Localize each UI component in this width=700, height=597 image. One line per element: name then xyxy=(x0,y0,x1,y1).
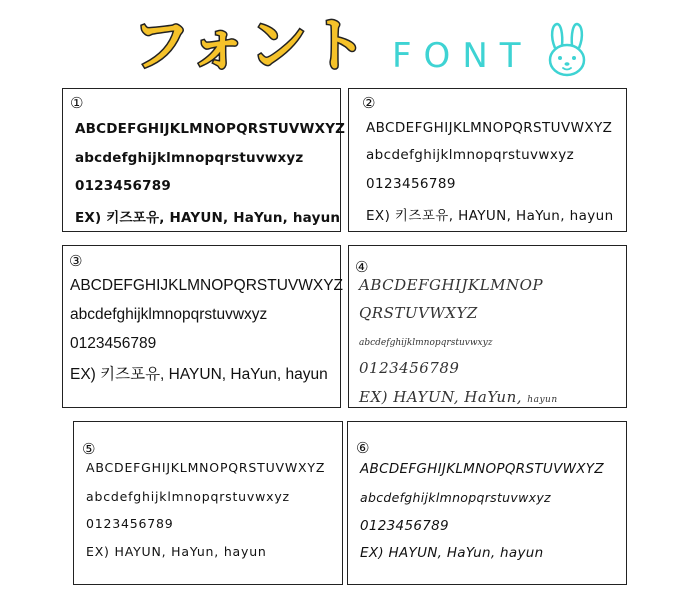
font-sample-card-3 xyxy=(62,245,341,408)
example-sample: EX) 키즈포유, HAYUN, HaYun, hayun xyxy=(70,366,328,383)
example-sample: EX) 키즈포유, HAYUN, HaYun, hayun xyxy=(75,210,341,226)
example-tail-text: hayun xyxy=(527,395,558,405)
card-number: ④ xyxy=(355,258,369,276)
digits-sample: 0123456789 xyxy=(359,359,460,377)
font-sample-card-5 xyxy=(73,421,343,585)
example-sample: EX) HAYUN, HaYun, hayun xyxy=(360,545,544,561)
uppercase-sample: ABCDEFGHIJKLMNOPQRSTUVWXYZ xyxy=(360,461,604,477)
font-sample-card-4 xyxy=(348,245,627,408)
lowercase-sample: abcdefghijklmnopqrstuvwxyz xyxy=(360,490,551,505)
card-number: ③ xyxy=(69,252,83,270)
card-number: ② xyxy=(362,94,376,112)
uppercase-sample: ABCDEFGHIJKLMNOPQRSTUVWXYZ xyxy=(70,277,343,294)
lowercase-sample: abcdefghijklmnopqrstuvwxyz xyxy=(86,489,290,504)
example-sample xyxy=(359,388,558,406)
uppercase-sample: ABCDEFGHIJKLMNOPQRSTUVWXYZ xyxy=(366,120,613,136)
lowercase-sample: abcdefghijklmnopqrstuvwxyz xyxy=(70,306,268,323)
title-japanese: フォント xyxy=(132,11,370,79)
uppercase-sample: ABCDEFGHIJKLMNOPQRSTUVWXYZ xyxy=(86,460,326,475)
digits-sample: 0123456789 xyxy=(86,516,174,531)
uppercase-sample: ABCDEFGHIJKLMNOPQRSTUVWXYZ xyxy=(75,121,346,137)
font-sample-card-2 xyxy=(348,88,627,232)
uppercase-sample-line-2: QRSTUVWXYZ xyxy=(359,304,478,322)
title-english: FONT xyxy=(392,36,533,76)
lowercase-sample: abcdefghijklmnopqrstuvwxyz xyxy=(359,338,493,348)
example-sample: EX) HAYUN, HaYun, hayun xyxy=(86,544,267,559)
digits-sample: 0123456789 xyxy=(360,518,449,534)
card-number: ① xyxy=(70,94,84,112)
font-sample-card-1 xyxy=(62,88,346,232)
example-main-text: EX) HAYUN, HaYun, xyxy=(359,388,523,406)
lowercase-sample: abcdefghijklmnopqrstuvwxyz xyxy=(75,150,304,166)
digits-sample: 0123456789 xyxy=(366,176,456,192)
card-number: ⑥ xyxy=(356,439,370,457)
font-sample-card-6 xyxy=(347,421,627,585)
lowercase-sample: abcdefghijklmnopqrstuvwxyz xyxy=(366,147,575,163)
uppercase-sample-line-1: ABCDEFGHIJKLMNOP xyxy=(359,276,544,294)
digits-sample: 0123456789 xyxy=(70,335,157,352)
bunny-icon xyxy=(546,22,588,78)
digits-sample: 0123456789 xyxy=(75,178,171,194)
card-number: ⑤ xyxy=(82,440,96,458)
example-sample: EX) 키즈포유, HAYUN, HaYun, hayun xyxy=(366,208,614,224)
header xyxy=(0,0,700,85)
